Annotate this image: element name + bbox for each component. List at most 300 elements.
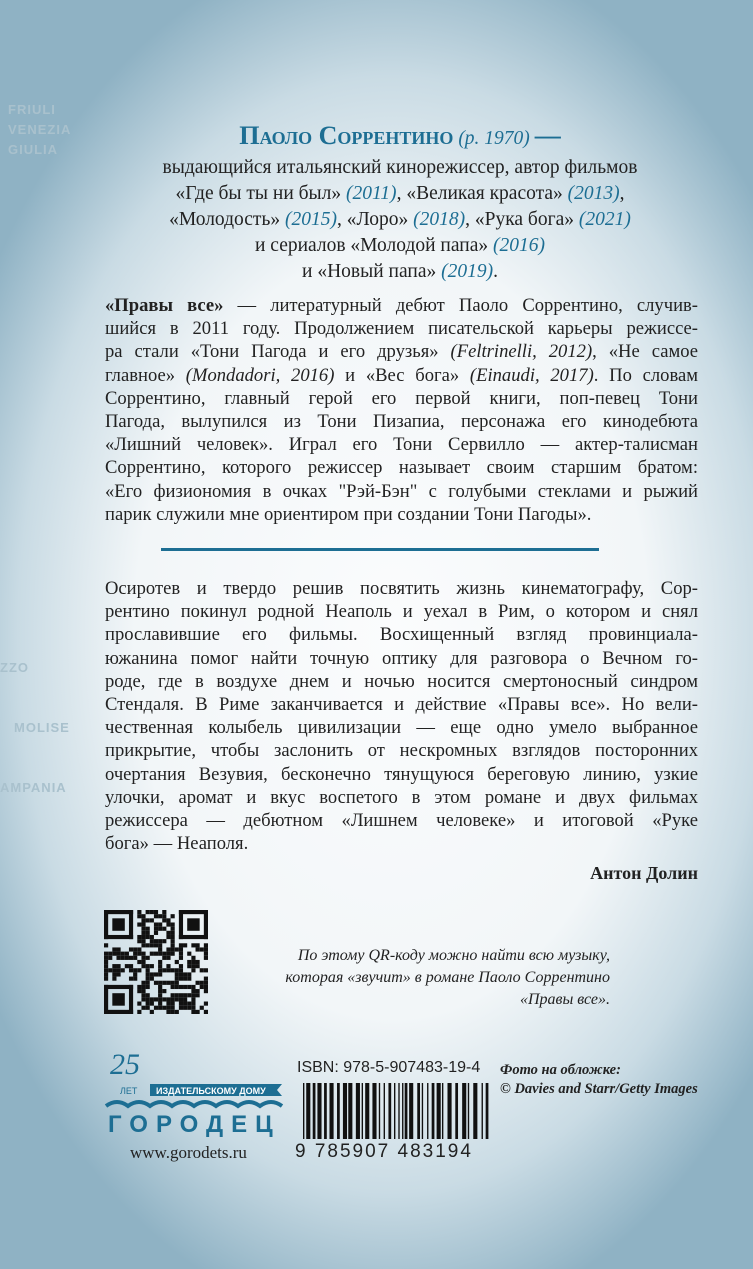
text-line: «Его физиономия в очках "Рэй-Бэн" с голубыми стеклами и рыжий xyxy=(105,480,698,502)
qr-module xyxy=(171,943,175,947)
qr-module xyxy=(104,977,108,981)
qr-module xyxy=(196,960,200,964)
qr-module xyxy=(196,989,200,993)
qr-module xyxy=(179,1006,183,1010)
qr-module xyxy=(104,960,108,964)
qr-module xyxy=(175,960,179,964)
qr-module xyxy=(191,964,195,968)
barcode-bar xyxy=(343,1083,347,1139)
qr-module xyxy=(166,956,170,960)
qr-module xyxy=(191,1010,195,1014)
qr-module xyxy=(162,956,166,960)
qr-module xyxy=(137,1002,141,1006)
bio-text: , «Великая красота» xyxy=(396,183,568,204)
qr-module xyxy=(137,960,141,964)
barcode-bar xyxy=(432,1083,435,1139)
qr-module xyxy=(146,968,150,972)
qr-module xyxy=(141,943,145,947)
qr-module xyxy=(166,935,170,939)
qr-module xyxy=(158,985,162,989)
qr-module xyxy=(137,922,141,926)
text-line: шийся в 2011 году. Продолжением писательской карьеры режиссе- xyxy=(105,318,698,340)
qr-module xyxy=(112,952,116,956)
qr-module xyxy=(104,985,108,1014)
qr-module xyxy=(133,947,137,951)
qr-module xyxy=(204,1010,208,1014)
qr-module xyxy=(146,956,150,960)
qr-module xyxy=(175,981,179,985)
qr-module xyxy=(183,997,187,1001)
bio-text: «Где бы ты ни был» xyxy=(175,183,347,204)
qr-module xyxy=(112,972,116,976)
bio-text: (2015) xyxy=(284,209,337,230)
qr-module xyxy=(154,1006,158,1010)
qr-module xyxy=(166,931,170,935)
qr-module xyxy=(104,985,133,989)
qr-module xyxy=(166,922,170,926)
qr-module xyxy=(104,968,108,972)
qr-module xyxy=(200,985,204,989)
qr-module xyxy=(104,956,108,960)
qr-module xyxy=(137,985,141,989)
barcode-bar xyxy=(427,1083,428,1139)
qr-module xyxy=(137,910,141,914)
qr-module xyxy=(150,935,154,939)
barcode-bar xyxy=(473,1083,477,1139)
qr-module xyxy=(171,1010,175,1014)
qr-module xyxy=(204,989,208,993)
qr-module xyxy=(129,964,133,968)
qr-module xyxy=(133,956,137,960)
qr-module xyxy=(191,989,195,993)
qr-module xyxy=(141,985,145,989)
qr-module xyxy=(166,1006,170,1010)
qr-module xyxy=(158,943,162,947)
qr-module xyxy=(154,997,158,1001)
qr-module xyxy=(133,972,137,976)
qr-module xyxy=(191,960,195,964)
qr-module xyxy=(162,939,166,943)
barcode-bar xyxy=(329,1083,333,1139)
bio-text: (2016) xyxy=(492,235,545,256)
qr-module xyxy=(200,947,204,951)
qr-module xyxy=(158,960,162,964)
qr-module xyxy=(179,993,183,997)
map-label: MOLISE xyxy=(14,720,70,735)
qr-module xyxy=(187,952,191,956)
qr-module xyxy=(158,939,162,943)
bio-text: , «Рука бога» xyxy=(465,209,579,230)
qr-module xyxy=(146,927,150,931)
qr-module xyxy=(137,989,141,993)
qr-module xyxy=(146,1002,150,1006)
qr-module xyxy=(204,947,208,951)
qr-module xyxy=(158,972,162,976)
text-line: Стендаля. В Риме заканчивается и действие «Правы все». Но вели- xyxy=(105,694,698,716)
qr-module xyxy=(141,939,145,943)
barcode-bar xyxy=(437,1083,441,1139)
qr-module xyxy=(196,947,200,951)
qr-module xyxy=(166,981,170,985)
barcode-bar xyxy=(447,1083,451,1139)
qr-module xyxy=(150,1002,154,1006)
qr-module xyxy=(150,952,154,956)
qr-module xyxy=(179,1002,183,1006)
barcode-bar xyxy=(398,1083,399,1139)
barcode-bar xyxy=(348,1083,352,1139)
qr-module xyxy=(125,956,129,960)
qr-module xyxy=(179,972,183,976)
barcode-bar xyxy=(486,1083,489,1139)
qr-module xyxy=(162,981,166,985)
bio-text: , xyxy=(619,183,625,204)
qr-module xyxy=(112,993,124,1005)
author-bio xyxy=(100,120,700,285)
qr-module xyxy=(141,935,145,939)
qr-module xyxy=(171,939,175,943)
qr-module xyxy=(162,952,166,956)
qr-module xyxy=(171,993,175,997)
dash: — xyxy=(534,121,561,150)
qr-module xyxy=(183,943,187,947)
text-line: прикрытие, чтобы заслонить от нескромных взглядов посторонних xyxy=(105,740,698,762)
qr-module xyxy=(162,918,166,922)
text-line: чественная колыбель цивилизации — еще одно умело выбранное xyxy=(105,717,698,739)
qr-module xyxy=(121,952,125,956)
text-line: Соррентино, главный герой его первой книги, поп-певец Тони xyxy=(105,387,698,409)
publisher-logo xyxy=(104,1048,284,1140)
qr-module xyxy=(104,910,108,939)
qr-module xyxy=(104,972,108,976)
barcode-bar xyxy=(365,1083,369,1139)
bio-text: «Молодость» xyxy=(169,209,285,230)
qr-module xyxy=(175,985,179,989)
qr-module xyxy=(204,956,208,960)
qr-module xyxy=(158,922,162,926)
qr-module xyxy=(154,943,158,947)
svg-text:ЛЕТ: ЛЕТ xyxy=(120,1086,138,1096)
bio-text: выдающийся итальянский кинорежиссер, автор фильмов xyxy=(162,157,638,178)
qr-module xyxy=(141,989,145,993)
qr-module xyxy=(204,952,208,956)
qr-module xyxy=(179,910,208,914)
qr-module xyxy=(179,943,183,947)
qr-module xyxy=(141,922,145,926)
qr-module xyxy=(175,1010,179,1014)
qr-module xyxy=(179,968,183,972)
qr-module xyxy=(141,1006,145,1010)
divider xyxy=(161,548,599,551)
bio-text: (2021) xyxy=(578,209,631,230)
qr-module xyxy=(116,972,120,976)
qr-module xyxy=(150,910,154,914)
qr-module xyxy=(154,931,158,935)
qr-module xyxy=(137,1010,141,1014)
qr-module xyxy=(162,910,166,914)
qr-module xyxy=(158,989,162,993)
barcode-bar xyxy=(372,1083,376,1139)
qr-module xyxy=(133,977,137,981)
qr-module xyxy=(171,981,175,985)
qr-module xyxy=(166,1010,170,1014)
qr-module xyxy=(187,985,191,989)
publisher-website[interactable]: www.gorodets.ru xyxy=(130,1143,247,1162)
qr-module xyxy=(171,1006,175,1010)
qr-module xyxy=(179,910,183,939)
qr-module xyxy=(191,1006,195,1010)
qr-module xyxy=(162,997,166,1001)
barcode-bar xyxy=(317,1083,321,1139)
qr-module xyxy=(179,985,183,989)
bio-text: (2019) xyxy=(441,261,494,282)
qr-module xyxy=(141,918,145,922)
qr-module xyxy=(171,922,175,926)
bio-text: (2013) xyxy=(567,183,620,204)
barcode-number: 9 785907 483194 xyxy=(295,1141,473,1162)
qr-module xyxy=(166,968,170,972)
qr-module xyxy=(146,972,150,976)
qr-module xyxy=(158,952,162,956)
barcode-bar xyxy=(462,1083,466,1139)
qr-module xyxy=(154,927,158,931)
qr-module xyxy=(137,935,141,939)
qr-module xyxy=(171,968,175,972)
barcode-bar xyxy=(394,1083,395,1139)
qr-module xyxy=(125,952,129,956)
qr-module xyxy=(171,935,175,939)
qr-module xyxy=(146,993,150,997)
qr-module xyxy=(162,989,166,993)
qr-module xyxy=(104,935,133,939)
qr-module xyxy=(125,964,129,968)
barcode-bar xyxy=(356,1083,360,1139)
qr-module xyxy=(183,977,187,981)
text-line: режиссера — дебютном «Лишнем человеке» и итоговой «Руке xyxy=(105,810,698,832)
qr-module xyxy=(204,943,208,947)
qr-module xyxy=(158,1006,162,1010)
qr-module xyxy=(179,977,183,981)
qr-module xyxy=(137,947,141,951)
qr-module xyxy=(187,972,191,976)
barcode-bar xyxy=(303,1083,304,1139)
qr-module xyxy=(146,918,150,922)
text-line: главное» (Mondadori, 2016) и «Вес бога» (Einaudi, 2017). По словам xyxy=(105,364,698,386)
qr-module xyxy=(200,1006,204,1010)
qr-module xyxy=(137,968,141,972)
qr-module xyxy=(187,964,191,968)
qr-module xyxy=(191,943,195,947)
qr-module xyxy=(112,947,116,951)
qr-module xyxy=(129,947,133,951)
qr-note: По этому QR-коду можно найти всю музыку, которая «звучит» в романе Паоло Соррентино «Правы все». xyxy=(285,947,610,1008)
qr-module xyxy=(183,972,187,976)
qr-module xyxy=(175,993,179,997)
qr-module xyxy=(133,952,137,956)
qr-module xyxy=(133,968,137,972)
qr-module xyxy=(112,918,124,930)
qr-module xyxy=(191,997,195,1001)
qr-module xyxy=(150,964,154,968)
barcode-bar xyxy=(422,1083,423,1139)
qr-module xyxy=(158,927,162,931)
svg-text:ИЗДАТЕЛЬСКОМУ ДОМУ: ИЗДАТЕЛЬСКОМУ ДОМУ xyxy=(156,1086,266,1096)
qr-module xyxy=(150,997,154,1001)
qr-module xyxy=(154,952,158,956)
qr-module xyxy=(187,960,191,964)
text-line: «Лишний человек». Играл его Тони Сервилло — актер-талисман xyxy=(105,434,698,456)
qr-module xyxy=(158,968,162,972)
photo-credit: Фото на обложке: © Davies and Starr/Getty Images xyxy=(500,1062,698,1097)
qr-module xyxy=(187,918,199,930)
qr-module xyxy=(204,968,208,972)
qr-module xyxy=(175,997,179,1001)
qr-module xyxy=(191,1002,195,1006)
qr-module xyxy=(104,952,108,956)
svg-text:ГОРОДЕЦ: ГОРОДЕЦ xyxy=(108,1111,281,1138)
qr-module xyxy=(129,977,133,981)
barcode-bar xyxy=(442,1083,443,1139)
qr-module xyxy=(196,993,200,997)
qr-module xyxy=(191,956,195,960)
qr-module xyxy=(200,968,204,972)
qr-module xyxy=(154,922,158,926)
qr-module xyxy=(158,997,162,1001)
bio-text: , «Лоро» xyxy=(336,209,414,230)
text-line: Соррентино, которого режиссер называет своим старшим братом: xyxy=(105,457,698,479)
qr-module xyxy=(183,1006,187,1010)
qr-module xyxy=(116,956,120,960)
qr-module xyxy=(200,981,204,985)
qr-module xyxy=(183,1002,187,1006)
qr-module xyxy=(175,947,179,951)
qr-module xyxy=(137,952,141,956)
qr-module xyxy=(191,968,195,972)
map-label: ZZO xyxy=(0,660,29,675)
barcode-bar xyxy=(379,1083,380,1139)
qr-module xyxy=(108,968,112,972)
text-line: Осиротев и твердо решив посвятить жизнь кинематографу, Сор- xyxy=(105,578,698,599)
qr-module xyxy=(112,964,116,968)
map-label: FRIULI VENEZIA GIULIA xyxy=(8,102,72,157)
bio-line xyxy=(100,181,700,207)
isbn: ISBN: 978-5-907483-19-4 xyxy=(297,1059,481,1076)
qr-module xyxy=(204,977,208,981)
qr-module xyxy=(179,952,183,956)
qr-module xyxy=(141,993,145,997)
qr-module xyxy=(204,910,208,939)
qr-module xyxy=(158,914,162,918)
qr-module xyxy=(150,977,154,981)
text-line: бога» — Неаполя. xyxy=(105,833,249,855)
qr-module xyxy=(204,1002,208,1006)
qr-module xyxy=(171,1002,175,1006)
qr-module xyxy=(129,968,133,972)
qr-module xyxy=(137,914,141,918)
qr-module xyxy=(150,1010,154,1014)
qr-module xyxy=(154,972,158,976)
qr-module xyxy=(116,964,120,968)
bio-text: (2011) xyxy=(346,183,397,204)
qr-module xyxy=(196,981,200,985)
bio-text: и сериалов «Молодой папа» xyxy=(255,235,493,256)
qr-module xyxy=(129,910,133,939)
barcode xyxy=(303,1083,489,1139)
qr-module xyxy=(141,964,145,968)
qr-code[interactable] xyxy=(104,910,208,1014)
qr-module xyxy=(196,1010,200,1014)
qr-module xyxy=(141,914,145,918)
qr-module xyxy=(162,914,166,918)
qr-module xyxy=(129,956,133,960)
qr-module xyxy=(187,977,191,981)
text-line: ра стали «Тони Пагода и его друзья» (Feltrinelli, 2012), «Не самое xyxy=(105,341,698,363)
qr-module xyxy=(146,977,150,981)
qr-module xyxy=(141,997,145,1001)
qr-module xyxy=(187,1006,191,1010)
qr-module xyxy=(162,927,166,931)
qr-module xyxy=(108,952,112,956)
text-line: прославившие его фильмы. Восхищенный взгляд провинциала- xyxy=(105,624,698,646)
qr-module xyxy=(141,927,145,931)
qr-module xyxy=(108,956,112,960)
qr-module xyxy=(179,964,183,968)
barcode-bar xyxy=(482,1083,483,1139)
qr-module xyxy=(158,964,162,968)
qr-module xyxy=(187,993,191,997)
author-name: Паоло Соррентино xyxy=(239,121,454,150)
qr-module xyxy=(141,956,145,960)
qr-module xyxy=(112,968,116,972)
barcode-bar xyxy=(337,1083,340,1139)
qr-module xyxy=(146,1006,150,1010)
qr-module xyxy=(121,956,125,960)
qr-module xyxy=(166,1002,170,1006)
barcode-bar xyxy=(362,1083,363,1139)
text-line: Пагода, вылупился из Тони Пизапиа, персонажа его кинодебюта xyxy=(105,411,698,433)
qr-module xyxy=(171,914,175,918)
qr-module xyxy=(154,939,158,943)
qr-module xyxy=(166,964,170,968)
barcode-bar xyxy=(388,1083,391,1139)
text-line: улочки, аромат и вкус воспетого в этом романе и двух фильмах xyxy=(105,786,698,808)
qr-module xyxy=(154,914,158,918)
qr-module xyxy=(146,931,150,935)
qr-module xyxy=(141,981,145,985)
qr-module xyxy=(104,943,108,947)
qr-module xyxy=(150,943,154,947)
svg-text:25: 25 xyxy=(110,1048,140,1081)
qr-module xyxy=(112,977,116,981)
qr-module xyxy=(204,985,208,989)
qr-module xyxy=(150,972,154,976)
qr-module xyxy=(175,977,179,981)
paragraph-debut xyxy=(105,294,698,526)
text-line: «Правы все» — литературный дебют Паоло Соррентино, случив- xyxy=(105,295,698,316)
bio-line xyxy=(100,155,700,181)
qr-module xyxy=(146,910,150,914)
qr-module xyxy=(104,910,133,914)
qr-module xyxy=(104,964,108,968)
qr-module xyxy=(150,918,154,922)
qr-module xyxy=(116,952,120,956)
qr-module xyxy=(146,935,150,939)
bio-text: . xyxy=(493,261,498,282)
barcode-bar xyxy=(402,1083,403,1139)
qr-module xyxy=(146,964,150,968)
qr-module xyxy=(179,997,183,1001)
qr-module xyxy=(129,985,133,1014)
qr-module xyxy=(162,968,166,972)
